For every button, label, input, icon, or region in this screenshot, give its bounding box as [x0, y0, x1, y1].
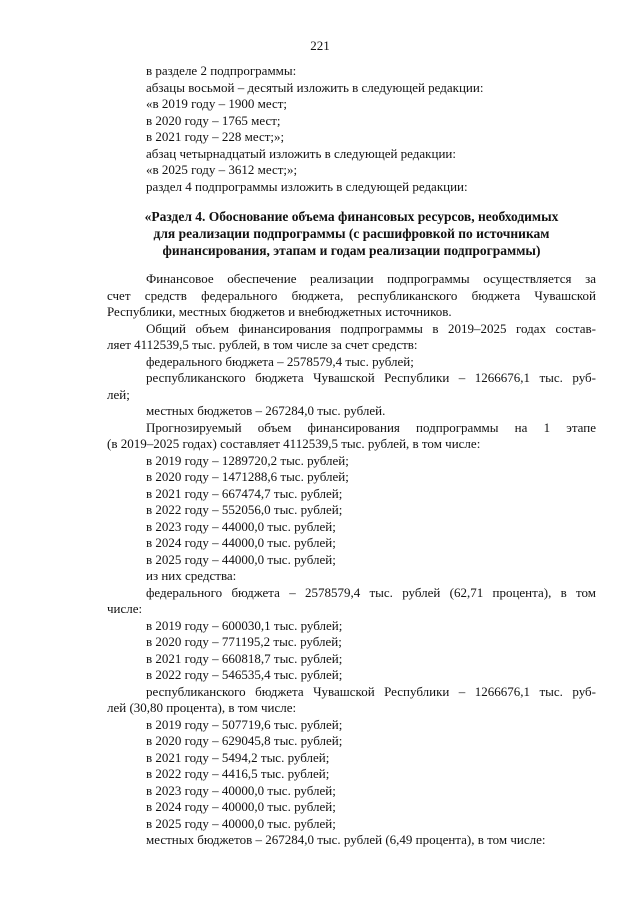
text-line: в 2021 году – 228 мест;»;	[146, 129, 285, 144]
heading-line: «Раздел 4. Обоснование объема финансовых ресурсов, необходимых	[144, 209, 559, 224]
text-line: в разделе 2 подпрограммы:	[146, 63, 297, 78]
text-line: абзац четырнадцатый изложить в следующей редакции:	[146, 145, 456, 161]
list-item: в 2021 году – 660818,7 тыс. рублей;	[146, 650, 343, 666]
text-line: Республики, местных бюджетов и внебюджетных источников.	[107, 304, 452, 319]
paragraph-federal-share	[107, 585, 596, 618]
list-item: в 2022 году – 546535,4 тыс. рублей;	[146, 667, 343, 682]
text-line: лей (30,80 процента), в том числе:	[107, 700, 297, 715]
text-line: республиканского бюджета Чувашской Республики – 1266676,1 тыс. руб-	[146, 683, 596, 699]
text-line: федерального бюджета – 2578579,4 тыс. рублей (62,71 процента), в том	[146, 584, 596, 600]
text-line: ляет 4112539,5 тыс. рублей, в том числе за счет средств:	[107, 337, 418, 352]
list-item: в 2024 году – 40000,0 тыс. рублей;	[146, 799, 336, 814]
page-number: 221	[310, 38, 330, 53]
list-item: в 2022 году – 4416,5 тыс. рублей;	[146, 766, 330, 781]
paragraph-forecast	[107, 420, 596, 453]
list-republican-by-year	[107, 717, 596, 833]
list-item: в 2025 году – 44000,0 тыс. рублей;	[146, 551, 336, 567]
list-item: в 2023 году – 44000,0 тыс. рублей;	[146, 518, 336, 534]
text-line: Финансовое обеспечение реализации подпрограммы осуществляется за	[146, 271, 596, 286]
list-item: в 2020 году – 1471288,6 тыс. рублей;	[146, 469, 349, 484]
paragraph-republican-share	[107, 684, 596, 717]
text-line: «в 2019 году – 1900 мест;	[146, 96, 288, 111]
heading-line: для реализации подпрограммы (с расшифровкой по источникам	[153, 226, 550, 241]
list-federal-by-year	[107, 618, 596, 684]
text-line: федерального бюджета – 2578579,4 тыс. рублей;	[146, 353, 414, 369]
list-item: в 2019 году – 600030,1 тыс. рублей;	[146, 617, 343, 633]
paragraph-funding-sources	[107, 271, 596, 321]
text-line: (в 2019–2025 годах) составляет 4112539,5 тыс. рублей, в том числе:	[107, 436, 481, 451]
list-item: в 2021 году – 667474,7 тыс. рублей;	[146, 485, 343, 501]
list-item: в 2019 году – 1289720,2 тыс. рублей;	[146, 452, 349, 468]
list-item: в 2023 году – 40000,0 тыс. рублей;	[146, 782, 336, 798]
paragraph-republican-budget	[107, 370, 596, 403]
list-item: в 2025 году – 40000,0 тыс. рублей;	[146, 815, 336, 831]
text-line: абзацы восьмой – десятый изложить в следующей редакции:	[146, 79, 484, 95]
paragraph-total-volume	[107, 321, 596, 354]
heading-line: финансирования, этапам и годам реализации подпрограммы)	[162, 243, 541, 258]
text-line: республиканского бюджета Чувашской Республики – 1266676,1 тыс. руб-	[146, 370, 596, 385]
list-item: в 2019 году – 507719,6 тыс. рублей;	[146, 716, 343, 732]
text-line: Прогнозируемый объем финансирования подпрограммы на 1 этапе	[146, 419, 596, 435]
amendment-instructions	[107, 63, 596, 195]
list-item: в 2020 году – 771195,2 тыс. рублей;	[146, 634, 342, 649]
text-line: из них средства:	[146, 568, 237, 583]
text-line: местных бюджетов – 267284,0 тыс. рублей (6,49 процента), в том числе:	[146, 832, 546, 847]
text-line: Общий объем финансирования подпрограммы в 2019–2025 годах состав-	[146, 320, 596, 336]
text-line: лей;	[107, 386, 130, 402]
text-line: числе:	[107, 601, 143, 616]
section-body	[107, 271, 596, 849]
list-item: в 2022 году – 552056,0 тыс. рублей;	[146, 502, 343, 517]
list-total-by-year	[107, 453, 596, 569]
list-item: в 2020 году – 629045,8 тыс. рублей;	[146, 733, 343, 748]
text-line: раздел 4 подпрограммы изложить в следующей редакции:	[146, 178, 468, 194]
list-item: в 2021 году – 5494,2 тыс. рублей;	[146, 749, 330, 765]
section-heading	[107, 208, 596, 259]
text-line: в 2020 году – 1765 мест;	[146, 112, 281, 128]
text-line: «в 2025 году – 3612 мест;»;	[146, 162, 298, 177]
list-item: в 2024 году – 44000,0 тыс. рублей;	[146, 535, 336, 550]
text-line: местных бюджетов – 267284,0 тыс. рублей.	[146, 403, 386, 418]
text-line: счет средств федерального бюджета, республиканского бюджета Чувашской	[107, 287, 596, 303]
